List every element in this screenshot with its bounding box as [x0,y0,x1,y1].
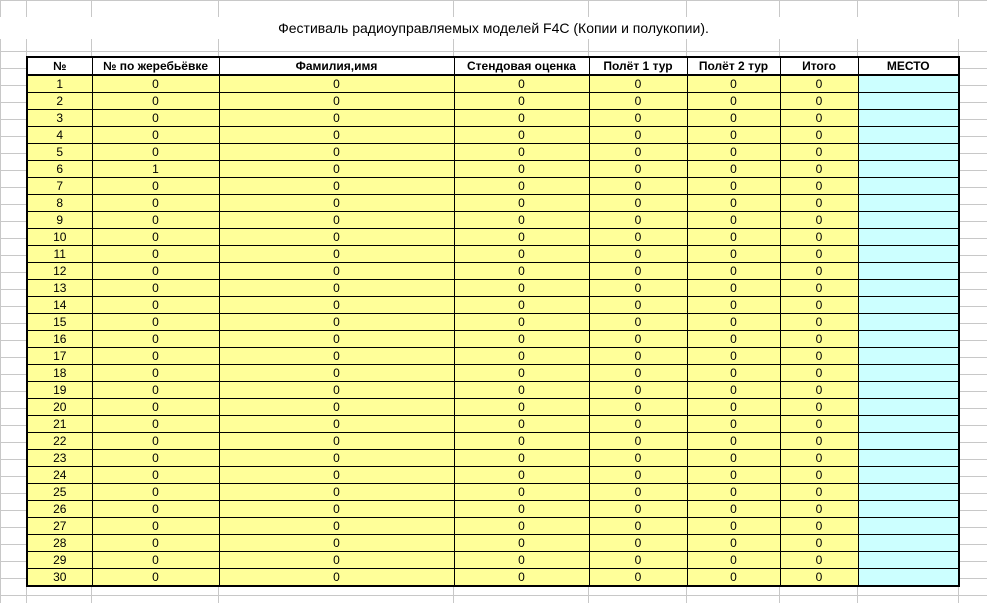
cell-name[interactable]: 0 [219,535,454,552]
cell-flight-1[interactable]: 0 [589,110,687,127]
cell-number[interactable]: 5 [27,144,92,161]
cell-total[interactable]: 0 [780,144,858,161]
cell-flight-1[interactable]: 0 [589,212,687,229]
table-row [27,552,959,569]
cell-total[interactable]: 0 [780,246,858,263]
cell-total[interactable]: 0 [780,93,858,110]
cell-static-score[interactable]: 0 [454,518,589,535]
cell-draw-number[interactable]: 0 [92,552,219,569]
cell-total[interactable]: 0 [780,467,858,484]
cell-flight-2[interactable]: 0 [687,484,780,501]
cell-draw-number[interactable]: 0 [92,450,219,467]
cell-flight-2[interactable]: 0 [687,382,780,399]
cell-draw-number[interactable]: 0 [92,484,219,501]
cell-total[interactable]: 0 [780,280,858,297]
table-row [27,93,959,110]
cell-flight-1[interactable]: 0 [589,348,687,365]
cell-total[interactable]: 0 [780,501,858,518]
cell-number[interactable]: 10 [27,229,92,246]
cell-number[interactable]: 2 [27,93,92,110]
cell-place[interactable] [858,75,959,93]
cell-draw-number[interactable]: 0 [92,433,219,450]
cell-place[interactable] [858,93,959,110]
cell-number[interactable]: 6 [27,161,92,178]
cell-total[interactable]: 0 [780,450,858,467]
table-row [27,348,959,365]
cell-number[interactable]: 21 [27,416,92,433]
table-row [27,161,959,178]
cell-name[interactable]: 0 [219,331,454,348]
cell-name[interactable]: 0 [219,416,454,433]
cell-number[interactable]: 23 [27,450,92,467]
cell-number[interactable]: 30 [27,569,92,587]
cell-static-score[interactable]: 0 [454,433,589,450]
cell-flight-2[interactable]: 0 [687,348,780,365]
cell-number[interactable]: 9 [27,212,92,229]
cell-static-score[interactable]: 0 [454,501,589,518]
cell-number[interactable]: 11 [27,246,92,263]
cell-flight-1[interactable]: 0 [589,467,687,484]
cell-total[interactable]: 0 [780,178,858,195]
table-row [27,484,959,501]
cell-name[interactable]: 0 [219,144,454,161]
cell-name[interactable]: 0 [219,450,454,467]
cell-flight-1[interactable]: 0 [589,229,687,246]
cell-place[interactable] [858,178,959,195]
cell-draw-number[interactable]: 0 [92,314,219,331]
cell-draw-number[interactable]: 0 [92,365,219,382]
cell-static-score[interactable]: 0 [454,144,589,161]
cell-name[interactable]: 0 [219,297,454,314]
cell-name[interactable]: 0 [219,127,454,144]
cell-place[interactable] [858,127,959,144]
cell-number[interactable]: 8 [27,195,92,212]
cell-place[interactable] [858,450,959,467]
cell-static-score[interactable]: 0 [454,280,589,297]
cell-number[interactable]: 19 [27,382,92,399]
cell-name[interactable]: 0 [219,263,454,280]
table-row [27,246,959,263]
cell-total[interactable]: 0 [780,569,858,587]
cell-number[interactable]: 13 [27,280,92,297]
cell-total[interactable]: 0 [780,195,858,212]
cell-place[interactable] [858,263,959,280]
header-total[interactable]: Итого [780,57,858,75]
cell-place[interactable] [858,195,959,212]
results-table [26,56,960,587]
cell-static-score[interactable]: 0 [454,75,589,93]
cell-flight-1[interactable]: 0 [589,178,687,195]
cell-flight-2[interactable]: 0 [687,110,780,127]
cell-total[interactable]: 0 [780,382,858,399]
cell-draw-number[interactable]: 0 [92,535,219,552]
table-row [27,144,959,161]
cell-flight-2[interactable]: 0 [687,93,780,110]
cell-total[interactable]: 0 [780,399,858,416]
cell-static-score[interactable]: 0 [454,348,589,365]
cell-place[interactable] [858,348,959,365]
table-row [27,331,959,348]
cell-place[interactable] [858,535,959,552]
cell-flight-1[interactable]: 0 [589,314,687,331]
cell-name[interactable]: 0 [219,195,454,212]
cell-flight-1[interactable]: 0 [589,365,687,382]
cell-number[interactable]: 20 [27,399,92,416]
cell-static-score[interactable]: 0 [454,229,589,246]
cell-number[interactable]: 25 [27,484,92,501]
cell-number[interactable]: 29 [27,552,92,569]
cell-name[interactable]: 0 [219,314,454,331]
cell-flight-1[interactable]: 0 [589,127,687,144]
cell-draw-number[interactable]: 0 [92,75,219,93]
cell-draw-number[interactable]: 0 [92,246,219,263]
cell-flight-1[interactable]: 0 [589,93,687,110]
cell-name[interactable]: 0 [219,552,454,569]
cell-place[interactable] [858,365,959,382]
cell-static-score[interactable]: 0 [454,484,589,501]
cell-flight-2[interactable]: 0 [687,501,780,518]
cell-place[interactable] [858,569,959,587]
cell-place[interactable] [858,297,959,314]
cell-flight-1[interactable]: 0 [589,484,687,501]
cell-place[interactable] [858,314,959,331]
cell-place[interactable] [858,246,959,263]
table-row [27,110,959,127]
cell-place[interactable] [858,161,959,178]
cell-place[interactable] [858,110,959,127]
cell-flight-2[interactable]: 0 [687,144,780,161]
table-row [27,178,959,195]
cell-total[interactable]: 0 [780,518,858,535]
cell-name[interactable]: 0 [219,178,454,195]
cell-flight-2[interactable]: 0 [687,314,780,331]
cell-total[interactable]: 0 [780,535,858,552]
cell-name[interactable]: 0 [219,467,454,484]
cell-number[interactable]: 7 [27,178,92,195]
cell-flight-2[interactable]: 0 [687,450,780,467]
cell-name[interactable]: 0 [219,75,454,93]
cell-flight-2[interactable]: 0 [687,75,780,93]
cell-place[interactable] [858,280,959,297]
sheet-title[interactable]: Фестиваль радиоуправляемых моделей F4C (Копии и полукопии). [0,17,987,39]
cell-draw-number[interactable]: 0 [92,280,219,297]
cell-total[interactable]: 0 [780,552,858,569]
cell-name[interactable]: 0 [219,518,454,535]
cell-draw-number[interactable]: 0 [92,416,219,433]
cell-flight-2[interactable]: 0 [687,416,780,433]
cell-flight-2[interactable]: 0 [687,246,780,263]
cell-draw-number[interactable]: 0 [92,501,219,518]
cell-name[interactable]: 0 [219,382,454,399]
cell-place[interactable] [858,229,959,246]
cell-draw-number[interactable]: 0 [92,569,219,587]
table-row [27,569,959,587]
cell-place[interactable] [858,331,959,348]
table-row [27,450,959,467]
cell-total[interactable]: 0 [780,127,858,144]
cell-place[interactable] [858,484,959,501]
cell-static-score[interactable]: 0 [454,212,589,229]
cell-flight-2[interactable]: 0 [687,552,780,569]
header-flight-1[interactable]: Полёт 1 тур [589,57,687,75]
table-row [27,382,959,399]
header-row [27,57,959,75]
cell-flight-2[interactable]: 0 [687,399,780,416]
table-row [27,501,959,518]
cell-draw-number[interactable]: 0 [92,144,219,161]
cell-flight-1[interactable]: 0 [589,416,687,433]
cell-flight-2[interactable]: 0 [687,569,780,587]
cell-flight-1[interactable]: 0 [589,569,687,587]
table-row [27,433,959,450]
cell-flight-2[interactable]: 0 [687,535,780,552]
cell-flight-2[interactable]: 0 [687,263,780,280]
cell-number[interactable]: 28 [27,535,92,552]
table-row [27,416,959,433]
cell-draw-number[interactable]: 0 [92,518,219,535]
cell-flight-2[interactable]: 0 [687,433,780,450]
cell-total[interactable]: 0 [780,212,858,229]
cell-static-score[interactable]: 0 [454,195,589,212]
cell-place[interactable] [858,433,959,450]
cell-number[interactable]: 27 [27,518,92,535]
table-row [27,518,959,535]
cell-number[interactable]: 18 [27,365,92,382]
cell-draw-number[interactable]: 0 [92,178,219,195]
cell-static-score[interactable]: 0 [454,161,589,178]
cell-static-score[interactable]: 0 [454,450,589,467]
table-row [27,297,959,314]
header-name[interactable]: Фамилия,имя [219,57,454,75]
cell-place[interactable] [858,467,959,484]
cell-draw-number[interactable]: 0 [92,229,219,246]
header-place[interactable]: МЕСТО [858,57,959,75]
header-flight-2[interactable]: Полёт 2 тур [687,57,780,75]
cell-flight-1[interactable]: 0 [589,552,687,569]
cell-draw-number[interactable]: 0 [92,382,219,399]
cell-name[interactable]: 0 [219,501,454,518]
cell-flight-1[interactable]: 0 [589,433,687,450]
cell-flight-2[interactable]: 0 [687,178,780,195]
table-row [27,535,959,552]
cell-total[interactable]: 0 [780,229,858,246]
cell-flight-1[interactable]: 0 [589,535,687,552]
cell-draw-number[interactable]: 0 [92,263,219,280]
cell-total[interactable]: 0 [780,433,858,450]
cell-draw-number[interactable]: 0 [92,331,219,348]
cell-number[interactable]: 3 [27,110,92,127]
cell-flight-1[interactable]: 0 [589,399,687,416]
cell-flight-1[interactable]: 0 [589,144,687,161]
cell-draw-number[interactable]: 0 [92,467,219,484]
cell-static-score[interactable]: 0 [454,331,589,348]
cell-static-score[interactable]: 0 [454,399,589,416]
cell-draw-number[interactable]: 0 [92,399,219,416]
table-row [27,75,959,93]
cell-flight-1[interactable]: 0 [589,246,687,263]
header-number[interactable]: № [27,57,92,75]
table-row [27,212,959,229]
cell-static-score[interactable]: 0 [454,246,589,263]
cell-total[interactable]: 0 [780,110,858,127]
cell-total[interactable]: 0 [780,416,858,433]
cell-draw-number[interactable]: 0 [92,127,219,144]
table-row [27,314,959,331]
cell-total[interactable]: 0 [780,297,858,314]
cell-draw-number[interactable]: 0 [92,212,219,229]
cell-number[interactable]: 12 [27,263,92,280]
cell-draw-number[interactable]: 1 [92,161,219,178]
cell-flight-1[interactable]: 0 [589,382,687,399]
cell-static-score[interactable]: 0 [454,93,589,110]
cell-flight-2[interactable]: 0 [687,161,780,178]
cell-total[interactable]: 0 [780,314,858,331]
cell-total[interactable]: 0 [780,75,858,93]
cell-name[interactable]: 0 [219,348,454,365]
cell-flight-1[interactable]: 0 [589,501,687,518]
cell-name[interactable]: 0 [219,161,454,178]
table-row [27,467,959,484]
cell-flight-2[interactable]: 0 [687,467,780,484]
cell-flight-2[interactable]: 0 [687,127,780,144]
cell-static-score[interactable]: 0 [454,416,589,433]
cell-place[interactable] [858,399,959,416]
cell-name[interactable]: 0 [219,229,454,246]
cell-draw-number[interactable]: 0 [92,110,219,127]
cell-name[interactable]: 0 [219,569,454,587]
table-row [27,399,959,416]
cell-place[interactable] [858,518,959,535]
cell-name[interactable]: 0 [219,399,454,416]
cell-draw-number[interactable]: 0 [92,93,219,110]
cell-static-score[interactable]: 0 [454,263,589,280]
cell-flight-2[interactable]: 0 [687,195,780,212]
cell-total[interactable]: 0 [780,348,858,365]
cell-number[interactable]: 24 [27,467,92,484]
cell-draw-number[interactable]: 0 [92,195,219,212]
cell-static-score[interactable]: 0 [454,365,589,382]
table-body [27,75,959,586]
cell-name[interactable]: 0 [219,484,454,501]
cell-total[interactable]: 0 [780,263,858,280]
cell-number[interactable]: 22 [27,433,92,450]
cell-flight-2[interactable]: 0 [687,365,780,382]
cell-name[interactable]: 0 [219,93,454,110]
cell-flight-1[interactable]: 0 [589,263,687,280]
cell-number[interactable]: 1 [27,75,92,93]
cell-static-score[interactable]: 0 [454,552,589,569]
cell-flight-2[interactable]: 0 [687,212,780,229]
cell-static-score[interactable]: 0 [454,467,589,484]
table-row [27,229,959,246]
cell-flight-1[interactable]: 0 [589,518,687,535]
cell-total[interactable]: 0 [780,484,858,501]
cell-draw-number[interactable]: 0 [92,297,219,314]
table-row [27,280,959,297]
cell-flight-1[interactable]: 0 [589,331,687,348]
cell-name[interactable]: 0 [219,212,454,229]
cell-total[interactable]: 0 [780,331,858,348]
cell-place[interactable] [858,212,959,229]
table-row [27,263,959,280]
cell-static-score[interactable]: 0 [454,178,589,195]
cell-flight-2[interactable]: 0 [687,229,780,246]
cell-static-score[interactable]: 0 [454,314,589,331]
cell-name[interactable]: 0 [219,280,454,297]
cell-total[interactable]: 0 [780,161,858,178]
cell-place[interactable] [858,552,959,569]
cell-flight-1[interactable]: 0 [589,450,687,467]
cell-flight-1[interactable]: 0 [589,161,687,178]
cell-static-score[interactable]: 0 [454,535,589,552]
table-row [27,127,959,144]
cell-name[interactable]: 0 [219,246,454,263]
cell-draw-number[interactable]: 0 [92,348,219,365]
cell-place[interactable] [858,144,959,161]
header-static-score[interactable]: Стендовая оценка [454,57,589,75]
cell-number[interactable]: 4 [27,127,92,144]
cell-flight-1[interactable]: 0 [589,297,687,314]
cell-static-score[interactable]: 0 [454,110,589,127]
cell-static-score[interactable]: 0 [454,569,589,587]
table-row [27,365,959,382]
cell-flight-2[interactable]: 0 [687,518,780,535]
table-row [27,195,959,212]
cell-flight-2[interactable]: 0 [687,297,780,314]
cell-total[interactable]: 0 [780,365,858,382]
cell-static-score[interactable]: 0 [454,382,589,399]
cell-flight-1[interactable]: 0 [589,75,687,93]
cell-flight-2[interactable]: 0 [687,331,780,348]
header-draw-number[interactable]: № по жеребьёвке [92,57,219,75]
cell-static-score[interactable]: 0 [454,127,589,144]
cell-place[interactable] [858,501,959,518]
cell-number[interactable]: 15 [27,314,92,331]
cell-flight-1[interactable]: 0 [589,195,687,212]
cell-number[interactable]: 14 [27,297,92,314]
cell-flight-1[interactable]: 0 [589,280,687,297]
cell-number[interactable]: 26 [27,501,92,518]
cell-name[interactable]: 0 [219,433,454,450]
cell-static-score[interactable]: 0 [454,297,589,314]
cell-place[interactable] [858,382,959,399]
cell-name[interactable]: 0 [219,365,454,382]
cell-number[interactable]: 17 [27,348,92,365]
cell-place[interactable] [858,416,959,433]
cell-flight-2[interactable]: 0 [687,280,780,297]
cell-number[interactable]: 16 [27,331,92,348]
cell-name[interactable]: 0 [219,110,454,127]
